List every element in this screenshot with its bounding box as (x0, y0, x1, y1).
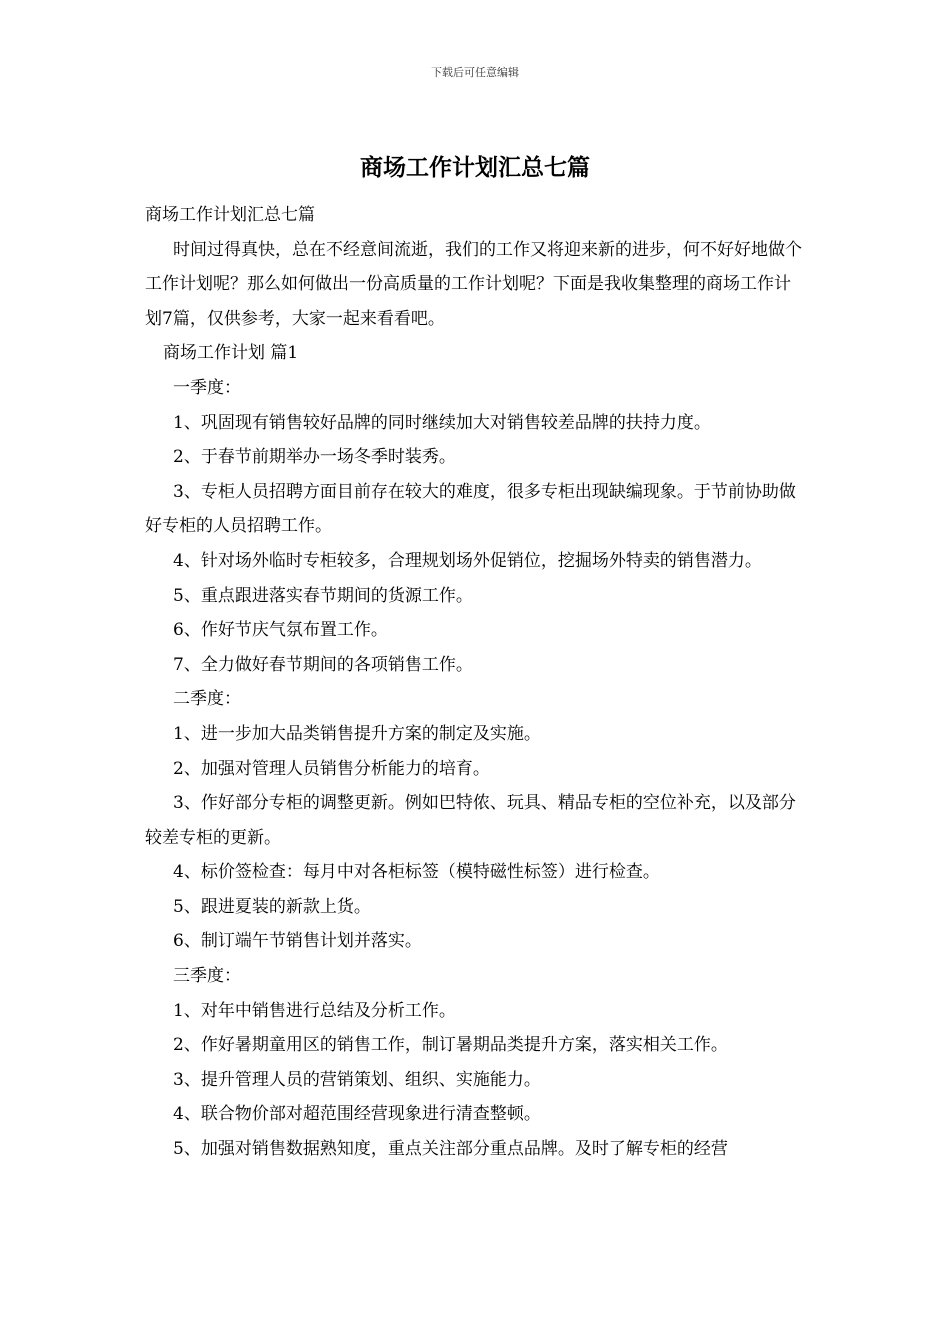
list-item: 3、作好部分专柜的调整更新。例如巴特侬、玩具、精品专柜的空位补充，以及部分较差专柜的更新。 (145, 793, 796, 848)
header-note: 下载后可任意编辑 (431, 66, 519, 79)
list-item: 3、提升管理人员的营销策划、组织、实施能力。 (173, 1069, 541, 1090)
list-item: 6、作好节庆气氛布置工作。 (173, 620, 388, 641)
intro-paragraph: 时间过得真快，总在不经意间流逝，我们的工作又将迎来新的进步，何不好好地做个工作计划呢？那么如何做出一份高质量的工作计划呢？下面是我收集整理的商场工作计划7篇，仅供参考，大家一起来看看吧。 (145, 239, 802, 329)
list-item: 4、针对场外临时专柜较多，合理规划场外促销位，挖掘场外特卖的销售潜力。 (173, 550, 762, 571)
section-heading: 商场工作计划 篇1 (163, 343, 299, 364)
list-item: 5、重点跟进落实春节期间的货源工作。 (173, 585, 473, 606)
document-body (145, 198, 805, 1167)
list-item: 7、全力做好春节期间的各项销售工作。 (173, 654, 473, 675)
list-item: 4、标价签检查：每月中对各柜标签（模特磁性标签）进行检查。 (173, 862, 660, 883)
list-item: 6、制订端午节销售计划并落实。 (173, 931, 422, 952)
quarter-heading-3: 三季度： (173, 966, 241, 987)
quarter-heading-1: 一季度： (173, 377, 241, 398)
list-item: 2、作好暑期童用区的销售工作，制订暑期品类提升方案，落实相关工作。 (173, 1035, 728, 1056)
list-item: 3、专柜人员招聘方面目前存在较大的难度，很多专柜出现缺编现象。于节前协助做好专柜的人员招聘工作。 (145, 481, 796, 537)
quarter-heading-2: 二季度： (173, 689, 241, 710)
list-item: 1、进一步加大品类销售提升方案的制定及实施。 (173, 723, 541, 744)
list-item: 2、加强对管理人员销售分析能力的培育。 (173, 758, 490, 779)
list-item: 1、对年中销售进行总结及分析工作。 (173, 1000, 456, 1021)
list-item: 1、巩固现有销售较好品牌的同时继续加大对销售较差品牌的扶持力度。 (173, 412, 711, 433)
list-item: 4、联合物价部对超范围经营现象进行清查整顿。 (173, 1104, 541, 1125)
list-item: 5、加强对销售数据熟知度，重点关注部分重点品牌。及时了解专柜的经营 (173, 1139, 728, 1160)
list-item: 5、跟进夏装的新款上货。 (173, 896, 371, 917)
document-subtitle: 商场工作计划汇总七篇 (145, 205, 315, 225)
document-title: 商场工作计划汇总七篇 (360, 154, 590, 181)
list-item: 2、于春节前期举办一场冬季时装秀。 (173, 447, 456, 468)
